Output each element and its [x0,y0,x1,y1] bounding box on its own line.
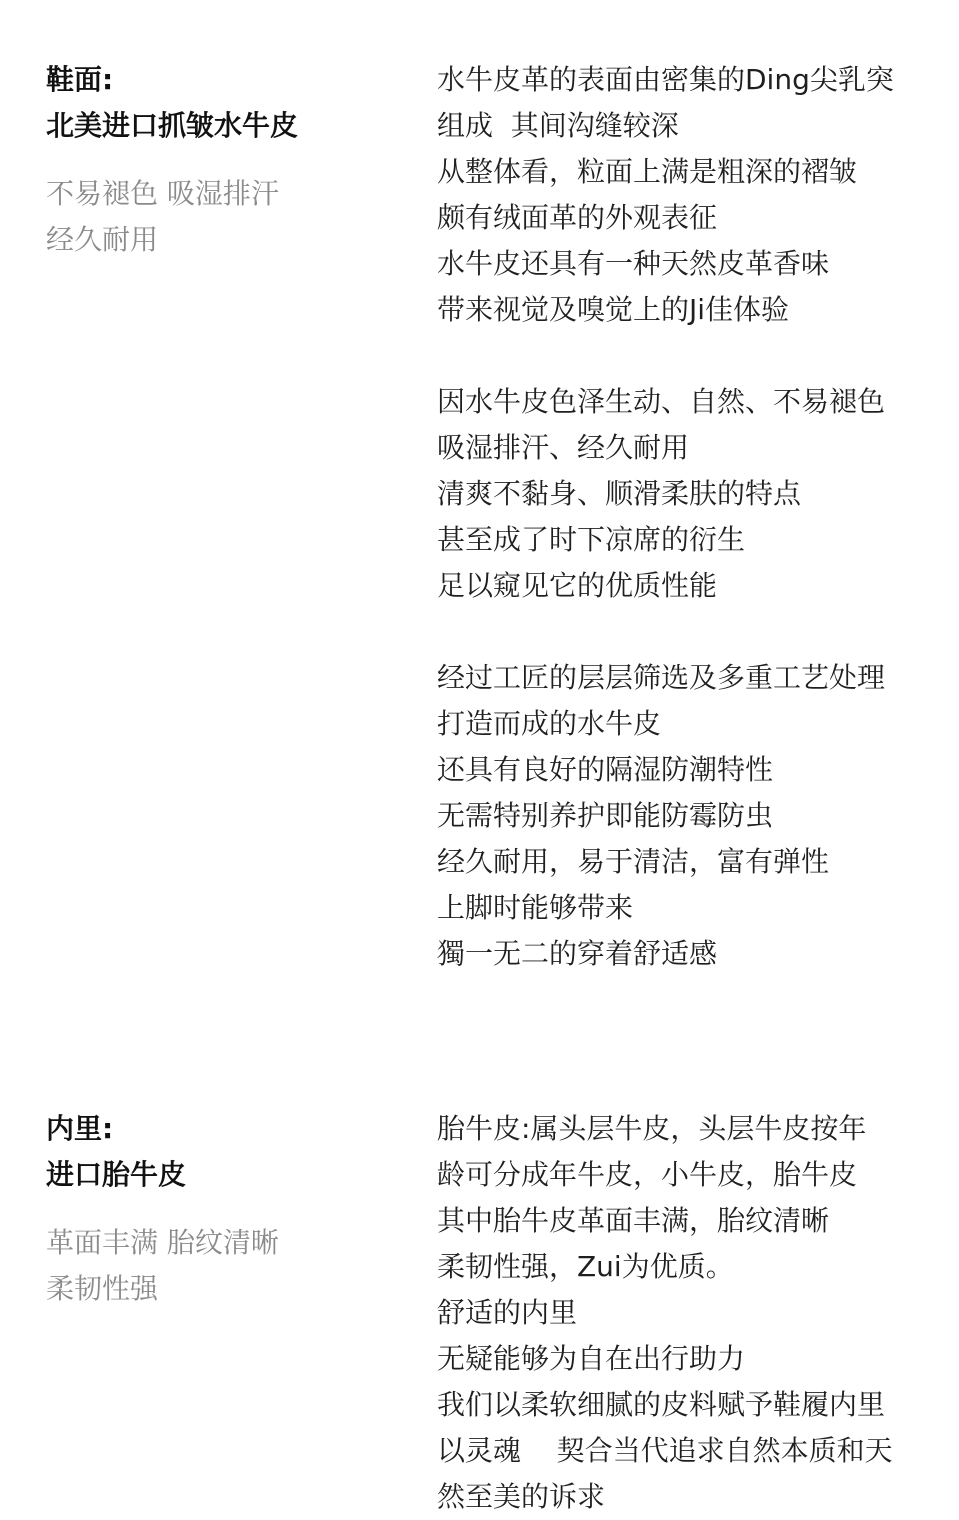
lining-feature-list [46,1220,386,1312]
upper-summary [46,57,386,263]
upper-feature: 不易褪色 吸湿排汗 [46,177,279,210]
description-line: 无疑能够为自在出行助力 [437,1342,746,1375]
upper-feature-list [46,171,386,263]
description-line: 组成 其间沟缝较深 [437,109,679,142]
lining-feature: 柔韧性强 [46,1272,159,1305]
description-line: 清爽不黏身、顺滑柔肤的特点 [437,477,802,510]
description-line: 甚至成了时下凉席的衍生 [437,523,746,556]
description-line: 其中胎牛皮革面丰满，胎纹清晰 [437,1204,830,1237]
lining-description [437,1106,952,1520]
upper-material-name: 北美进口抓皱水牛皮 [46,109,299,142]
upper-paragraph-1 [437,57,952,333]
description-line: 水牛皮革的表面由密集的Ding尖乳突 [437,63,894,96]
description-line: 上脚时能够带来 [437,891,634,924]
description-line: 舒适的内里 [437,1296,578,1329]
description-line: 因水牛皮色泽生动、自然、不易褪色 [437,385,886,418]
description-line: 龄可分成年牛皮，小牛皮，胎牛皮 [437,1158,858,1191]
lining-feature: 革面丰满 胎纹清晰 [46,1226,279,1259]
upper-label: 鞋面: [46,63,114,96]
description-line: 颇有绒面革的外观表征 [437,201,718,234]
description-line: 足以窥见它的优质性能 [437,569,718,602]
upper-description [437,57,952,977]
lining-label: 内里: [46,1112,114,1145]
lining-summary [46,1106,386,1312]
upper-paragraph-2 [437,379,952,609]
lining-paragraph [437,1106,952,1520]
description-line: 还具有良好的隔湿防潮特性 [437,753,774,786]
description-line: 水牛皮还具有一种天然皮革香味 [437,247,830,280]
description-line: 然至美的诉求 [437,1480,606,1513]
description-line: 经久耐用，易于清洁，富有弹性 [437,845,830,878]
description-line: 无需特别养护即能防霉防虫 [437,799,774,832]
description-line: 胎牛皮:属头层牛皮，头层牛皮按年 [437,1112,867,1145]
description-line: 带来视觉及嗅觉上的Ji佳体验 [437,293,790,326]
description-line: 吸湿排汗、经久耐用 [437,431,690,464]
description-line: 从整体看，粒面上满是粗深的褶皱 [437,155,858,188]
lining-material-name: 进口胎牛皮 [46,1158,187,1191]
upper-paragraph-3 [437,655,952,977]
upper-feature: 经久耐用 [46,223,159,256]
description-line: 打造而成的水牛皮 [437,707,662,740]
description-line: 经过工匠的层层筛选及多重工艺处理 [437,661,886,694]
description-line: 以灵魂 契合当代追求自然本质和天 [437,1434,893,1467]
description-line: 獨一无二的穿着舒适感 [437,937,718,970]
description-line: 柔韧性强，Zui为优质。 [437,1250,734,1283]
description-line: 我们以柔软细腻的皮料赋予鞋履内里 [437,1388,886,1421]
